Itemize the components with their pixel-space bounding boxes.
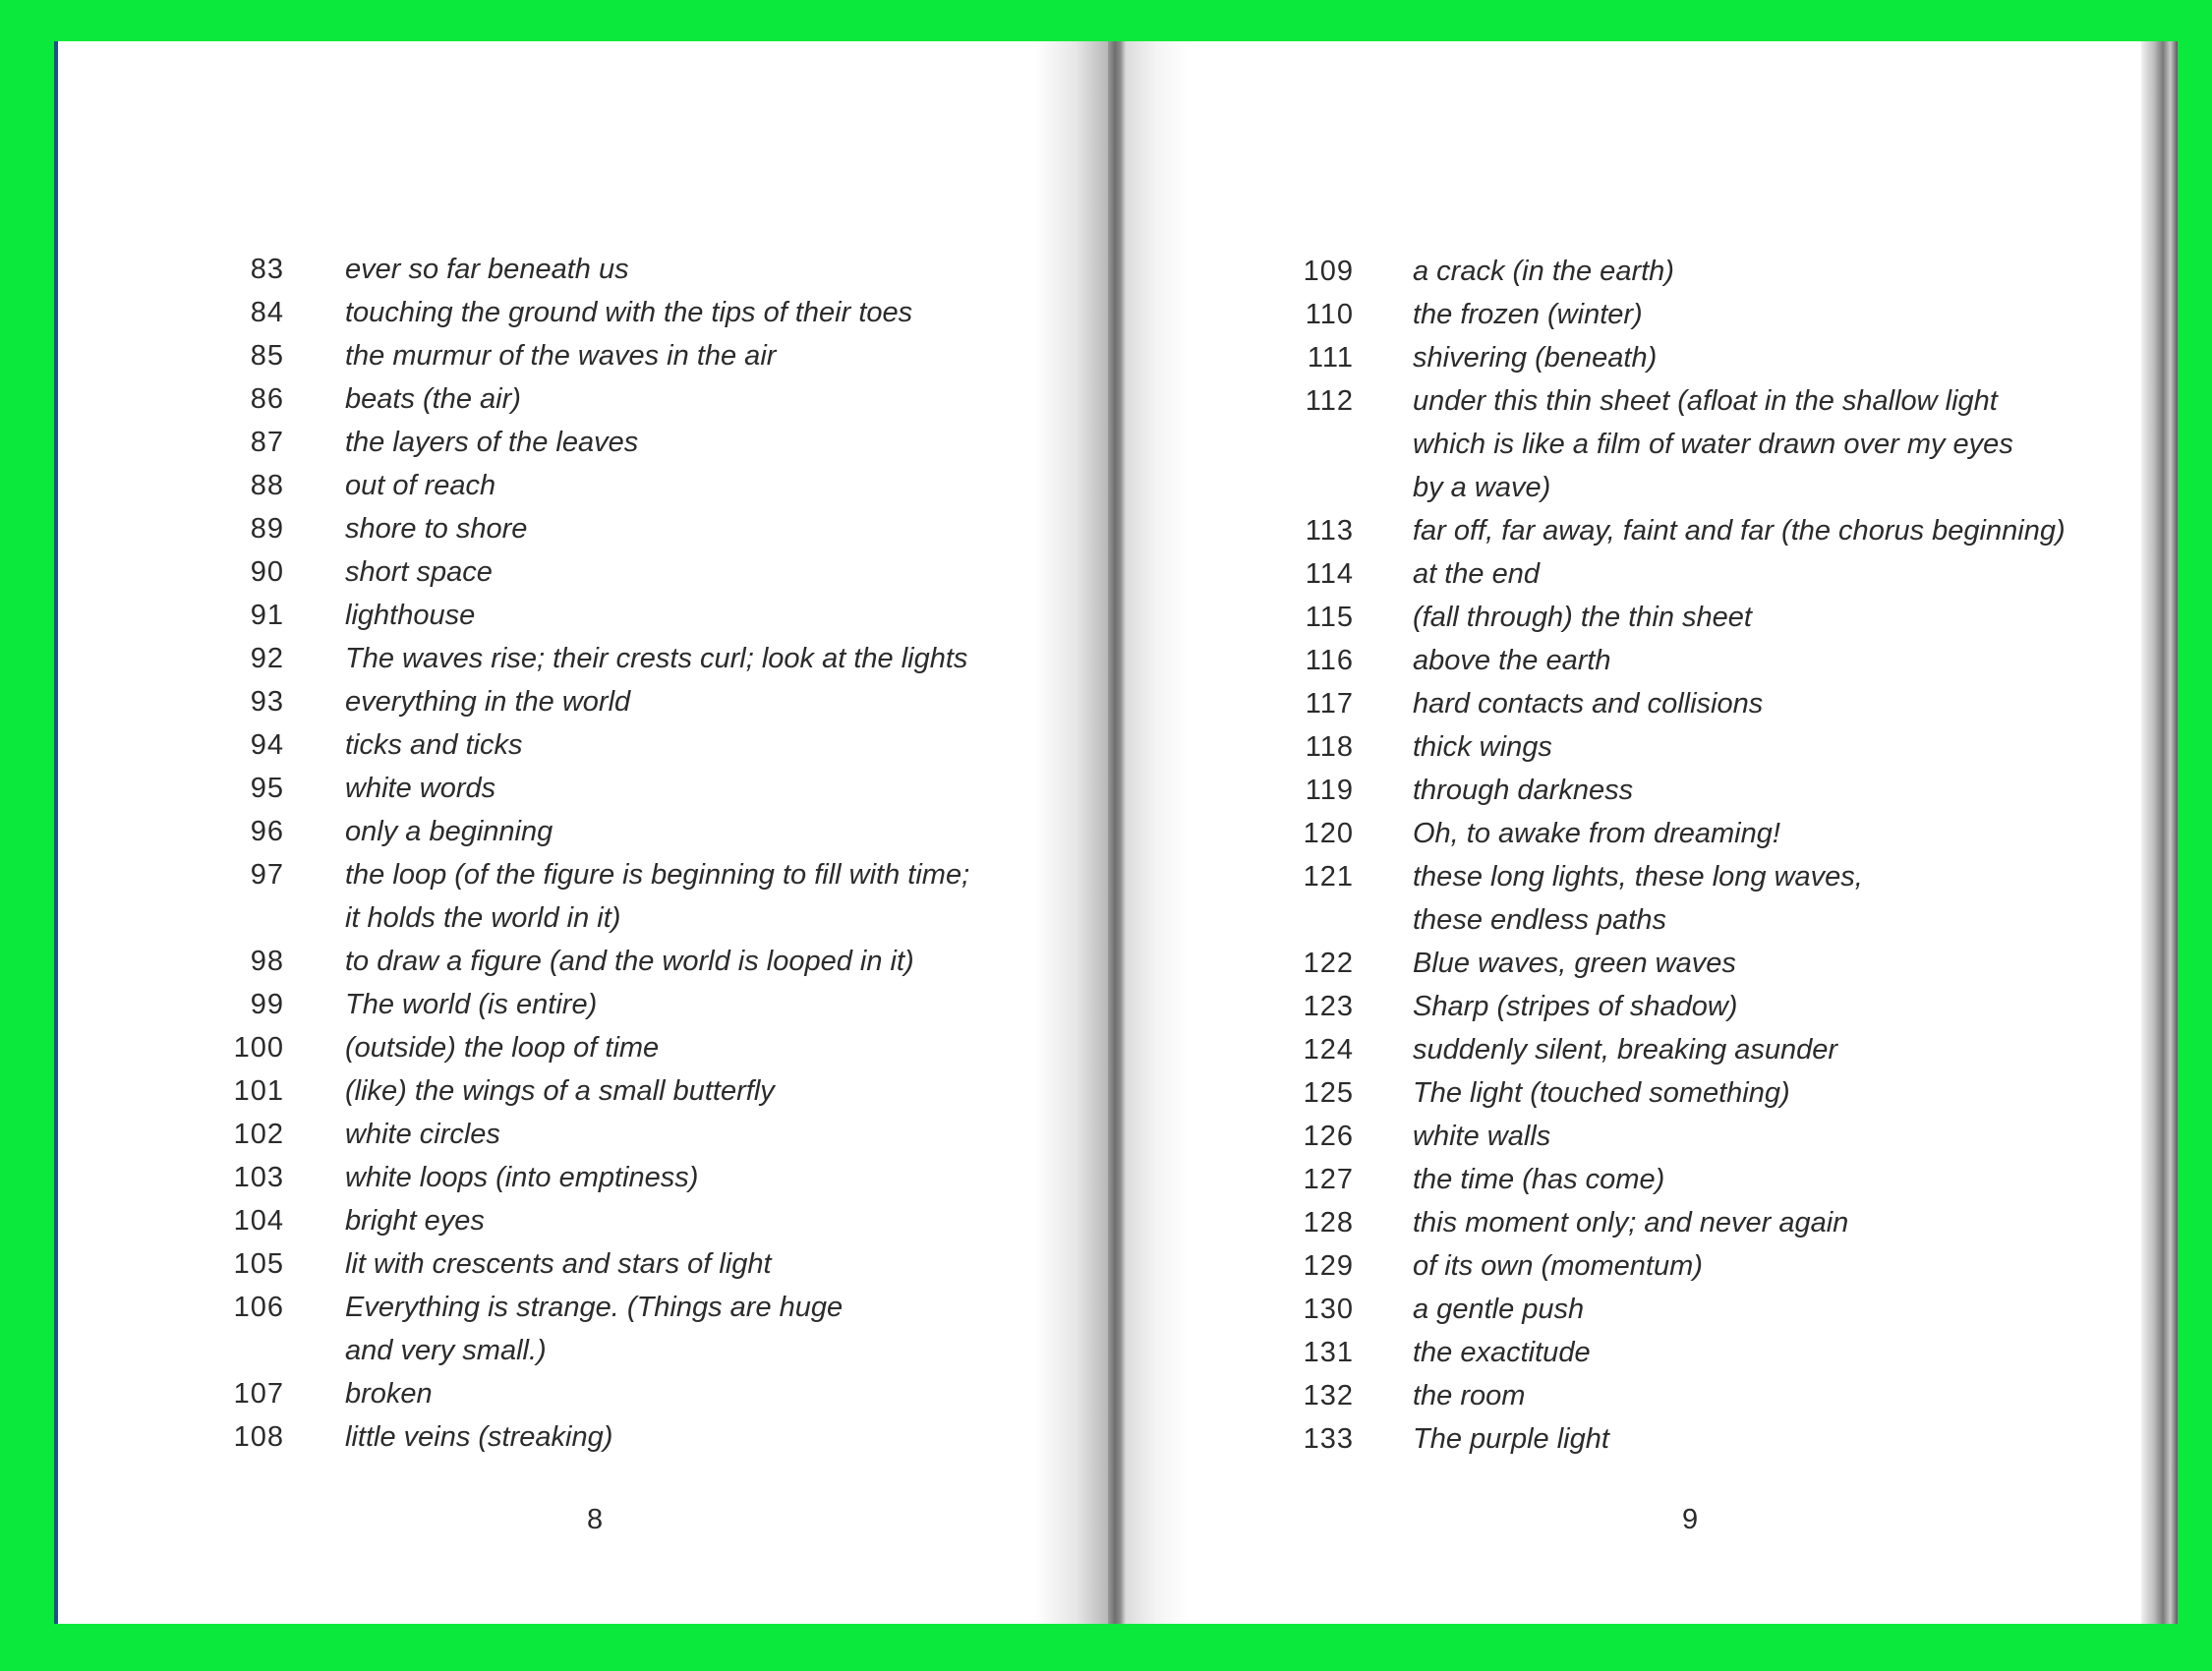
line-number: 109 <box>1303 256 1354 287</box>
line-number: 102 <box>233 1119 284 1150</box>
verse-line-continuation <box>1224 898 2066 942</box>
verse-line <box>176 377 969 421</box>
verse-line <box>176 1156 969 1199</box>
line-number: 113 <box>1305 515 1354 547</box>
line-number <box>176 896 284 940</box>
verse-line <box>1224 682 2066 725</box>
line-text: (like) the wings of a small butterfly <box>345 1075 775 1107</box>
verse-line <box>1224 379 2066 423</box>
verse-line <box>1224 250 2066 293</box>
line-number: 89 <box>250 513 284 545</box>
verse-line <box>1224 1201 2066 1244</box>
line-text: the frozen (winter) <box>1413 299 1643 330</box>
verse-line <box>176 637 969 680</box>
line-text: thick wings <box>1413 731 1552 763</box>
line-text: these long lights, these long waves, <box>1413 861 1863 893</box>
line-text: the room <box>1413 1380 1526 1412</box>
line-number: 132 <box>1303 1380 1354 1412</box>
line-text: through darkness <box>1413 775 1634 806</box>
line-number: 104 <box>233 1205 284 1237</box>
verse-line <box>176 1242 969 1286</box>
line-text: bright eyes <box>345 1205 485 1237</box>
verse-line <box>1224 1417 2066 1461</box>
verse-line <box>1224 725 2066 769</box>
line-number: 91 <box>250 600 284 631</box>
left-page <box>54 41 1108 1624</box>
verse-line <box>1224 336 2066 379</box>
line-text: The waves rise; their crests curl; look at the lights <box>345 643 968 674</box>
verse-line <box>1224 812 2066 855</box>
line-text: the layers of the leaves <box>345 427 639 458</box>
verse-line <box>176 1372 969 1415</box>
line-text: under this thin sheet (afloat in the shallow light <box>1413 385 1998 417</box>
line-number: 85 <box>250 340 284 372</box>
right-page <box>1126 41 2178 1624</box>
line-number: 128 <box>1303 1207 1354 1239</box>
verse-line <box>1224 552 2066 596</box>
line-number: 96 <box>250 816 284 847</box>
line-number: 118 <box>1305 731 1354 763</box>
verse-line <box>1224 509 2066 552</box>
line-number: 112 <box>1305 385 1354 417</box>
line-number: 99 <box>250 989 284 1020</box>
line-number: 114 <box>1305 558 1354 590</box>
verse-line-continuation <box>1224 423 2066 466</box>
line-number: 130 <box>1303 1294 1354 1325</box>
line-text: The world (is entire) <box>345 989 598 1020</box>
line-number: 119 <box>1305 775 1354 806</box>
line-text: beats (the air) <box>345 383 521 415</box>
line-text: suddenly silent, breaking asunder <box>1413 1034 1838 1066</box>
verse-line <box>1224 1374 2066 1417</box>
verse-line <box>176 680 969 723</box>
verse-line <box>1224 1331 2066 1374</box>
line-text: at the end <box>1413 558 1540 590</box>
line-text: a crack (in the earth) <box>1413 256 1674 287</box>
line-text: lit with crescents and stars of light <box>345 1248 772 1280</box>
line-text: broken <box>345 1378 433 1410</box>
line-number: 86 <box>250 383 284 415</box>
line-text: The purple light <box>1413 1423 1609 1455</box>
line-number: 93 <box>250 686 284 718</box>
verse-line <box>176 1415 969 1459</box>
verse-line <box>176 1069 969 1113</box>
verse-line <box>176 421 969 464</box>
line-text: of its own (momentum) <box>1413 1250 1703 1282</box>
line-number: 95 <box>250 773 284 804</box>
line-text: ever so far beneath us <box>345 254 629 285</box>
line-number: 107 <box>233 1378 284 1410</box>
line-number: 103 <box>233 1162 284 1193</box>
verse-line <box>1224 942 2066 985</box>
verse-line <box>176 723 969 767</box>
line-text: the loop (of the figure is beginning to fill with time; <box>345 859 970 891</box>
line-number <box>1224 466 1354 509</box>
line-number: 129 <box>1303 1250 1354 1282</box>
verse-line <box>1224 596 2066 639</box>
verse-line <box>1224 1158 2066 1201</box>
line-number: 94 <box>250 729 284 761</box>
line-text: The light (touched something) <box>1413 1077 1790 1109</box>
page-number: 9 <box>1682 1504 1699 1535</box>
open-book <box>54 41 2178 1624</box>
line-number: 101 <box>233 1075 284 1107</box>
line-text: to draw a figure (and the world is looped in it) <box>345 946 914 977</box>
left-page-lines <box>176 248 969 1459</box>
verse-line-continuation <box>176 896 969 940</box>
verse-line <box>176 1026 969 1069</box>
line-number: 97 <box>250 859 284 891</box>
line-text: this moment only; and never again <box>1413 1207 1849 1239</box>
verse-line <box>1224 1071 2066 1115</box>
line-text: white words <box>345 773 496 804</box>
line-number: 123 <box>1303 991 1354 1022</box>
verse-line <box>176 594 969 637</box>
verse-line <box>176 940 969 983</box>
verse-line <box>1224 985 2066 1028</box>
verse-line <box>1224 293 2066 336</box>
line-number: 110 <box>1305 299 1354 330</box>
verse-line <box>1224 639 2066 682</box>
verse-line <box>1224 1288 2066 1331</box>
line-text: white loops (into emptiness) <box>345 1162 699 1193</box>
verse-line <box>176 983 969 1026</box>
line-number: 133 <box>1303 1423 1354 1455</box>
verse-line <box>176 464 969 507</box>
line-text: Everything is strange. (Things are huge <box>345 1292 844 1323</box>
line-number: 108 <box>233 1421 284 1453</box>
line-text: far off, far away, faint and far (the chorus beginning) <box>1413 515 2066 547</box>
verse-line <box>176 248 969 291</box>
line-number: 120 <box>1303 818 1354 849</box>
line-number <box>176 1329 284 1372</box>
line-text: everything in the world <box>345 686 631 718</box>
verse-line <box>1224 1028 2066 1071</box>
line-text: short space <box>345 556 493 588</box>
line-text: the exactitude <box>1413 1337 1591 1368</box>
verse-line <box>176 1286 969 1329</box>
line-text: a gentle push <box>1413 1294 1585 1325</box>
right-page-lines <box>1224 250 2066 1461</box>
line-number: 115 <box>1305 602 1354 633</box>
line-text: (fall through) the thin sheet <box>1413 602 1752 633</box>
verse-line <box>1224 1244 2066 1288</box>
line-number: 122 <box>1303 948 1354 979</box>
line-text: lighthouse <box>345 600 476 631</box>
line-text: shivering (beneath) <box>1413 342 1658 374</box>
line-text: out of reach <box>345 470 496 501</box>
line-number: 90 <box>250 556 284 588</box>
line-text: ticks and ticks <box>345 729 523 761</box>
line-number: 92 <box>250 643 284 674</box>
line-number: 100 <box>233 1032 284 1064</box>
line-text: Sharp (stripes of shadow) <box>1413 991 1738 1022</box>
verse-line <box>176 1199 969 1242</box>
line-number: 105 <box>233 1248 284 1280</box>
verse-line <box>176 767 969 810</box>
book-gutter <box>1108 41 1126 1624</box>
verse-line-continuation <box>176 1329 969 1372</box>
line-text: little veins (streaking) <box>345 1421 613 1453</box>
line-number: 125 <box>1303 1077 1354 1109</box>
page-number: 8 <box>587 1504 604 1535</box>
verse-line <box>176 810 969 853</box>
line-text: these endless paths <box>1413 904 1666 936</box>
line-number: 126 <box>1303 1121 1354 1152</box>
verse-line <box>176 507 969 550</box>
line-number: 98 <box>250 946 284 977</box>
line-text: shore to shore <box>345 513 528 545</box>
verse-line <box>176 550 969 594</box>
verse-line <box>1224 855 2066 898</box>
line-text: above the earth <box>1413 645 1611 676</box>
verse-line <box>176 1113 969 1156</box>
line-number: 83 <box>250 254 284 285</box>
line-number: 124 <box>1303 1034 1354 1066</box>
line-text: only a beginning <box>345 816 553 847</box>
verse-line-continuation <box>1224 466 2066 509</box>
line-number: 116 <box>1305 645 1354 676</box>
line-number: 131 <box>1303 1337 1354 1368</box>
verse-line <box>176 853 969 896</box>
line-text: it holds the world in it) <box>345 902 621 934</box>
line-number: 127 <box>1303 1164 1354 1195</box>
line-number: 87 <box>250 427 284 458</box>
verse-line <box>1224 769 2066 812</box>
line-number: 111 <box>1307 342 1354 374</box>
line-number: 106 <box>233 1292 284 1323</box>
line-text: the murmur of the waves in the air <box>345 340 777 372</box>
page-block-edge <box>2141 41 2178 1624</box>
line-number: 117 <box>1305 688 1354 720</box>
line-number: 84 <box>250 297 284 328</box>
line-text: Blue waves, green waves <box>1413 948 1736 979</box>
line-text: (outside) the loop of time <box>345 1032 660 1064</box>
line-text: touching the ground with the tips of their toes <box>345 297 913 328</box>
line-number <box>1224 423 1354 466</box>
line-text: and very small.) <box>345 1335 547 1366</box>
verse-line <box>1224 1115 2066 1158</box>
line-text: Oh, to awake from dreaming! <box>1413 818 1780 849</box>
line-text: white circles <box>345 1119 500 1150</box>
line-text: the time (has come) <box>1413 1164 1665 1195</box>
line-number: 88 <box>250 470 284 501</box>
line-number <box>1224 898 1354 942</box>
verse-line <box>176 334 969 377</box>
line-text: by a wave) <box>1413 472 1551 503</box>
line-number: 121 <box>1303 861 1354 893</box>
verse-line <box>176 291 969 334</box>
line-text: hard contacts and collisions <box>1413 688 1764 720</box>
line-text: white walls <box>1413 1121 1551 1152</box>
line-text: which is like a film of water drawn over my eyes <box>1413 429 2013 460</box>
